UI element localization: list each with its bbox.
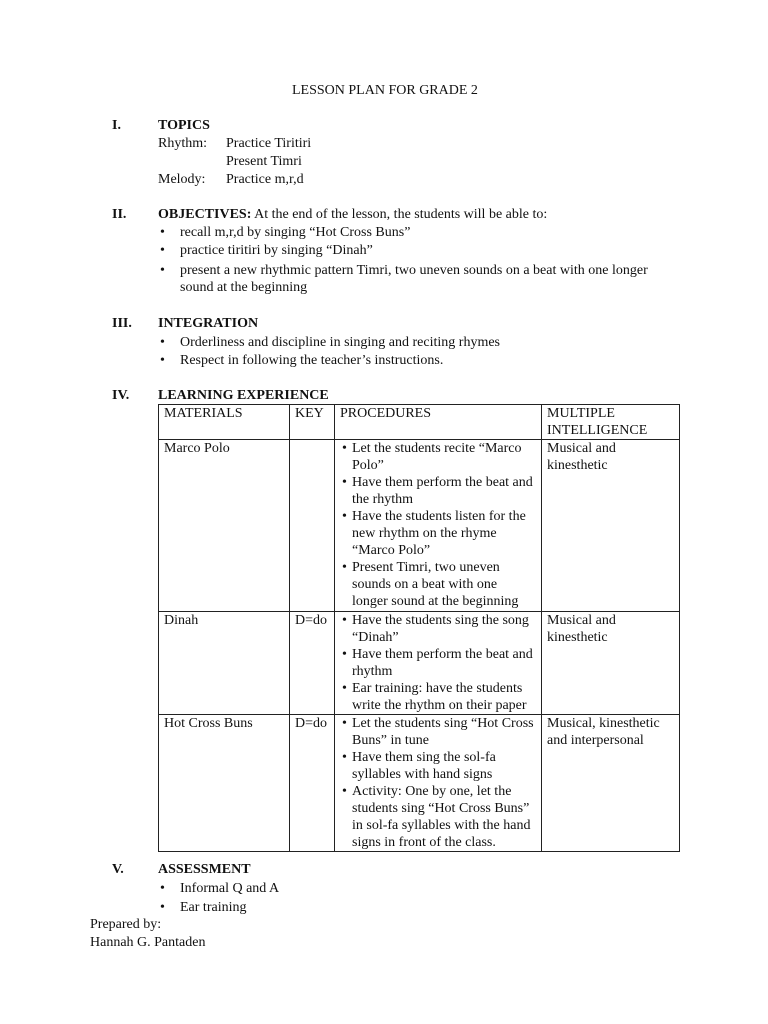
table-row [159,612,680,715]
intelligence-cell: Musical and kinesthetic [542,440,680,612]
bullet-icon: • [160,225,165,240]
material-cell: Hot Cross Buns [159,715,290,852]
melody-label: Melody: [158,172,206,187]
assessment-item: Ear training [180,900,247,915]
integration-item: Respect in following the teacher’s instructions. [180,353,444,368]
objectives-heading: OBJECTIVES: [158,207,252,222]
objective-item: present a new rhythmic pattern Timri, two uneven sounds on a beat with one longer [180,263,648,278]
learning-heading: LEARNING EXPERIENCE [158,388,329,403]
integration-item: Orderliness and discipline in singing and reciting rhymes [180,335,500,350]
procedures-cell [335,440,542,612]
table-row [159,715,680,852]
section-numeral-assessment: V. [112,862,124,877]
procedure-item: • Have them perform the beat and the rhythm [340,474,536,508]
key-cell: D=do [290,715,335,852]
objective-item: recall m,r,d by singing “Hot Cross Buns” [180,225,411,240]
procedures-list [340,715,536,851]
procedure-item: • Have them sing the sol-fa syllables with hand signs [340,749,536,783]
rhythm-item: Practice Tiritiri [226,136,312,151]
assessment-item: Informal Q and A [180,881,280,896]
procedure-item: • Have the students listen for the new rhythm on the rhyme “Marco Polo” [340,508,536,559]
intelligence-cell: Musical and kinesthetic [542,612,680,715]
procedures-list [340,440,536,610]
assessment-heading: ASSESSMENT [158,862,251,877]
bullet-icon: • [160,335,165,350]
procedures-list [340,612,536,714]
objective-item: practice tiritiri by singing “Dinah” [180,243,373,258]
section-numeral-objectives: II. [112,207,127,222]
bullet-icon: • [160,881,165,896]
procedure-item: • Activity: One by one, let the students sing “Hot Cross Buns” in sol-fa syllables with the hand signs in front of the class. [340,783,536,851]
header-procedures: PROCEDURES [335,405,542,440]
table-row [159,440,680,612]
procedure-item: • Let the students recite “Marco Polo” [340,440,536,474]
rhythm-label: Rhythm: [158,136,208,151]
procedure-item: • Ear training: have the students write the rhythm on their paper [340,680,536,714]
procedures-cell [335,612,542,715]
integration-heading: INTEGRATION [158,316,259,331]
prepared-by-label: Prepared by: [90,917,162,932]
objectives-intro: At the end of the lesson, the students will be able to: [254,207,548,222]
section-numeral-topics: I. [112,118,121,133]
bullet-icon: • [160,263,165,278]
learning-experience-table [158,404,680,852]
procedures-cell [335,715,542,852]
page-title: LESSON PLAN FOR GRADE 2 [292,83,478,98]
procedure-item: • Have them perform the beat and rhythm [340,646,536,680]
procedure-item: • Let the students sing “Hot Cross Buns” in tune [340,715,536,749]
bullet-icon: • [160,353,165,368]
bullet-icon: • [160,900,165,915]
melody-item: Practice m,r,d [226,172,304,187]
intelligence-cell: Musical, kinesthetic and interpersonal [542,715,680,852]
procedure-item: • Present Timri, two uneven sounds on a beat with one longer sound at the beginning [340,559,536,610]
section-numeral-learning: IV. [112,388,130,403]
key-cell: D=do [290,612,335,715]
bullet-icon: • [160,243,165,258]
material-cell: Dinah [159,612,290,715]
section-numeral-integration: III. [112,316,132,331]
key-cell [290,440,335,612]
topics-heading: TOPICS [158,118,210,133]
material-cell: Marco Polo [159,440,290,612]
header-key: KEY [290,405,335,440]
procedure-item: • Have the students sing the song “Dinah” [340,612,536,646]
objectives-line [158,206,547,223]
table-header-row [159,405,680,440]
objective-item-continued: sound at the beginning [180,280,308,295]
rhythm-item: Present Timri [226,154,302,169]
header-materials: MATERIALS [159,405,290,440]
header-intelligence: MULTIPLE INTELLIGENCE [542,405,680,440]
preparer-name: Hannah G. Pantaden [90,935,206,950]
